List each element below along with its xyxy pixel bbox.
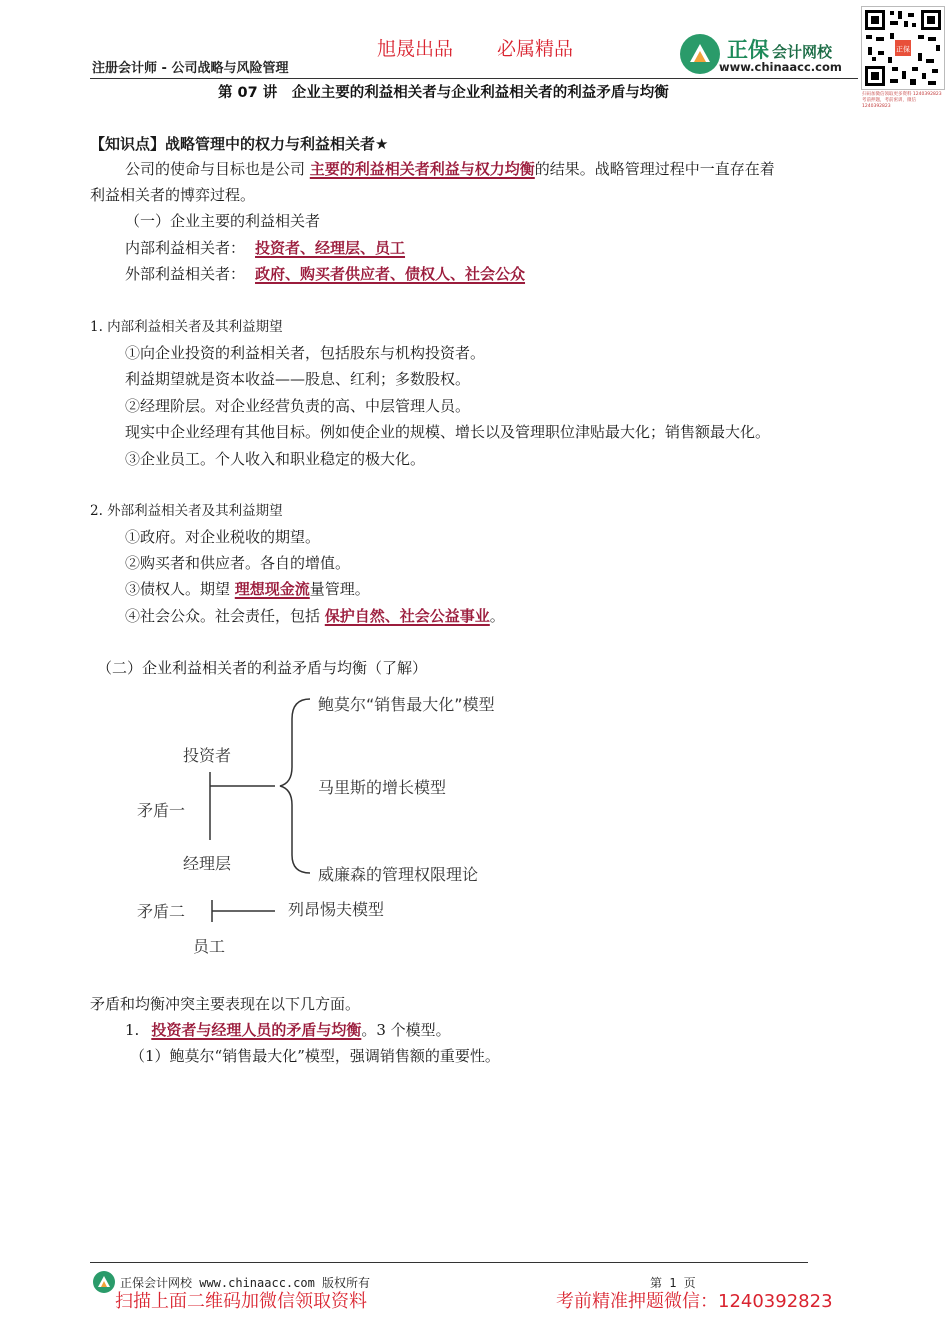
internal-stakeholders: 内部利益相关者： 投资者、经理层、员工	[125, 239, 406, 257]
qr-note: 扫码加微信领取更多资料 1240392823 考前押题，考前密训，微信 1240392823	[862, 92, 942, 109]
logo-icon	[678, 32, 722, 76]
stakeholder-conflict-diagram	[120, 685, 540, 970]
qr-code-icon	[861, 6, 945, 90]
diagram-investor: 投资者	[183, 746, 232, 765]
diagram-model-1: 鲍莫尔“销售最大化”模型	[318, 695, 495, 714]
svg-text:正保: 正保	[896, 45, 910, 54]
paragraph-1-cont: 利益相关者的博弈过程。	[90, 186, 256, 204]
footer-logo-icon	[92, 1270, 116, 1294]
internal-item-2: 利益期望就是资本收益——股息、红利；多数股权。	[125, 370, 471, 388]
diagram-model-3: 威廉森的管理权限理论	[318, 865, 479, 884]
external-item-1: ①政府。对企业税收的期望。	[125, 528, 321, 546]
stamp-left: 旭晟出品	[377, 38, 454, 60]
paragraph-1: 公司的使命与目标也是公司 主要的利益相关者利益与权力均衡的结果。战略管理过程中一直存在着	[125, 160, 775, 178]
highlight-text: 主要的利益相关者利益与权力均衡	[309, 160, 535, 178]
course-name: 注册会计师 - 公司战略与风险管理	[92, 61, 289, 76]
internal-item-1: ①向企业投资的利益相关者，包括股东与机构投资者。	[125, 344, 486, 362]
conflict-item-1: 1. 投资者与经理人员的矛盾与均衡。3 个模型。	[125, 1021, 451, 1039]
external-item-2: ②购买者和供应者。各自的增值。	[125, 554, 351, 572]
diagram-model-4: 列昂惕夫模型	[288, 900, 385, 919]
diagram-model-2: 马里斯的增长模型	[318, 778, 447, 797]
footer-promo-left: 扫描上面二维码加微信领取资料	[115, 1291, 367, 1312]
footer-rule	[90, 1262, 808, 1263]
diagram-conflict-2: 矛盾二	[137, 902, 186, 921]
conflict-item-1-sub: （1）鲍莫尔“销售最大化”模型，强调销售额的重要性。	[130, 1047, 500, 1065]
external-item-3: ③债权人。期望 理想现金流量管理。	[125, 580, 370, 598]
external-heading: 2. 外部利益相关者及其利益期望	[90, 503, 283, 519]
highlight-text: 投资者与经理人员的矛盾与均衡	[151, 1021, 362, 1039]
highlight-text: 投资者、经理层、员工	[255, 239, 406, 257]
internal-item-5: ③企业员工。个人收入和职业稳定的极大化。	[125, 450, 426, 468]
footer-page-number: 第 1 页	[650, 1276, 696, 1290]
stamp-right: 必属精品	[497, 38, 574, 60]
header-rule	[90, 78, 858, 79]
highlight-text: 保护自然、社会公益事业	[324, 607, 490, 625]
section-1-heading: （一）企业主要的利益相关者	[125, 212, 321, 230]
diagram-conflict-1: 矛盾一	[137, 801, 186, 820]
conflict-intro: 矛盾和均衡冲突主要表现在以下几方面。	[90, 995, 361, 1013]
lecture-title: 第 07 讲 企业主要的利益相关者与企业利益相关者的利益矛盾与均衡	[218, 85, 669, 101]
diagram-staff: 员工	[193, 937, 226, 956]
external-item-4: ④社会公众。社会责任，包括 保护自然、社会公益事业。	[125, 607, 505, 625]
footer-copyright: 正保会计网校 www.chinaacc.com 版权所有	[120, 1276, 371, 1290]
diagram-brace	[280, 699, 310, 873]
highlight-text: 政府、购买者供应者、债权人、社会公众	[255, 265, 526, 283]
footer-promo-right: 考前精准押题微信：1240392823	[556, 1291, 833, 1312]
highlight-text: 理想现金流	[234, 580, 310, 598]
logo-name: 正保 会计网校	[727, 38, 833, 62]
internal-item-3: ②经理阶层。对企业经营负责的高、中层管理人员。	[125, 397, 471, 415]
external-stakeholders: 外部利益相关者： 政府、购买者供应者、债权人、社会公众	[125, 265, 526, 283]
diagram-manager: 经理层	[183, 854, 232, 873]
logo-url: www.chinaacc.com	[719, 60, 842, 74]
internal-item-4: 现实中企业经理有其他目标。例如使企业的规模、增长以及管理职位津贴最大化；销售额最大化。	[125, 423, 771, 441]
knowledge-point-heading: 【知识点】战略管理中的权力与利益相关者★	[90, 135, 389, 153]
section-2-heading: （二）企业利益相关者的利益矛盾与均衡（了解）	[97, 659, 428, 677]
internal-heading: 1. 内部利益相关者及其利益期望	[90, 319, 283, 335]
